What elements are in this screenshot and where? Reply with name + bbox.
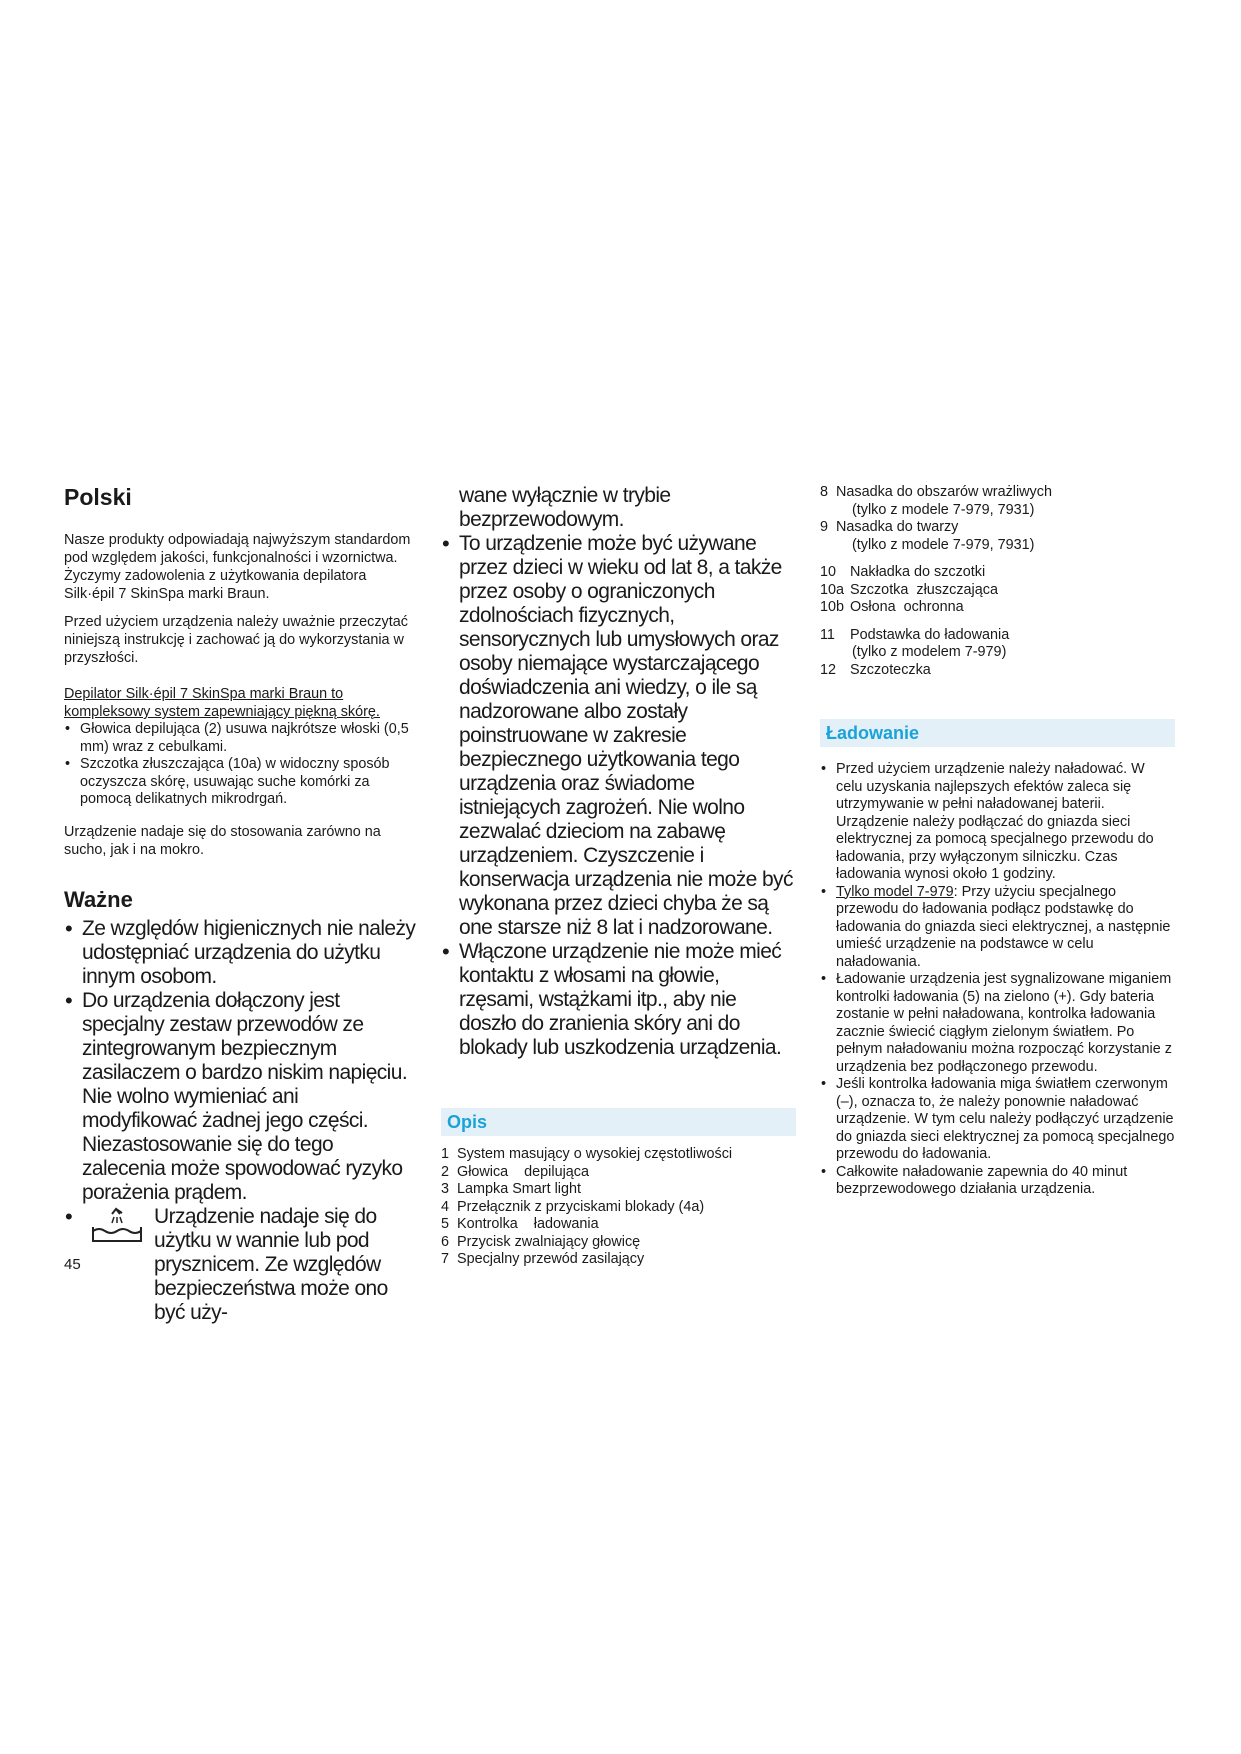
column-1 (64, 484, 416, 1325)
list-item: 9 Nasadka do twarzy (820, 519, 959, 535)
model-text: Przy użyciu specjalnego przewodu do ładowania podłącz podstawkę do ładowania do gniazda sieci elektrycznej, a następnie umieść urządzenie na podstawce w celu naładowania. (836, 883, 1171, 970)
list-item: 1 System masujący o wysokiej częstotliwości (441, 1146, 733, 1162)
list-item: • Jeśli kontrolka ładowania miga światłem czerwonym (–), oznacza to, że należy ponownie naładować urządzenie. W tym celu należy podłączyć urządzenie do gniazda sieci elektrycznej za pomocą specjalnego przewodu do ładowania. (820, 1076, 1175, 1164)
bullet: • (65, 1203, 73, 1229)
list-item: • Ze względów higienicznych nie należy udostępniać urządzenia do użytku innym osobom. (64, 917, 416, 989)
list-item: 7 Specjalny przewód zasilający (441, 1251, 645, 1267)
intro-paragraph-2: Przed użyciem urządzenia należy uważnie przeczytać niniejszą instrukcję i zachować ją do wykorzystania w przyszłości. (64, 614, 408, 666)
charging-list (820, 761, 1175, 1199)
opis-heading-bar (441, 1108, 796, 1136)
system-points-list (64, 721, 416, 809)
charging-heading: Ładowanie (826, 722, 920, 743)
list-item: • Ładowanie urządzenia jest sygnalizowane miganiem kontrolki ładowania (5) na zielono (+). Gdy bateria zostanie w pełni naładowana, kontrolka ładowania zacznie świecić ciągłym zielonym światłem. Po pełnym naładowaniu można rozpocząć korzystanie z urządzenia bez podłączonego przewodu. (820, 971, 1175, 1076)
list-item: 5 Kontrolka ładowania (441, 1216, 599, 1232)
list-item: 3 Lampka Smart light (441, 1181, 581, 1197)
list-item: • Do urządzenia dołączony jest specjalny zestaw przewodów ze zintegrowanym bezpiecznym zasilaczem o bardzo niskim napięciu. Nie wolno wymieniać ani modyfikować żadnej jego części. Niezastosowanie się do tego zalecenia może spowodować ryzyko porażenia prądem. (64, 989, 416, 1205)
intro-paragraph-1: Nasze produkty odpowiadają najwyższym standardom pod względem jakości, funkcjonalności i wzornictwa. Życzymy zadowolenia z użytkowania depilatora Silk·épil 7 SkinSpa marki Braun. (64, 532, 411, 602)
continuation-text: wane wyłącznie w trybie bezprzewodowym. (459, 484, 671, 531)
model-label: Tylko model 7-979 (836, 883, 954, 900)
list-item: • Szczotka złuszczająca (10a) w widoczny sposób oczyszcza skórę, usuwając suche komórki za pomocą delikatnych mikrodrgań. (64, 756, 416, 809)
list-item: 4 Przełącznik z przyciskami blokady (4a) (441, 1198, 705, 1215)
list-item-note: (tylko z modele 7-979, 7931) (852, 536, 1035, 553)
safety-list (441, 532, 796, 1060)
column-3 (820, 484, 1175, 1213)
parts-list-continued (820, 484, 1175, 554)
important-heading: Ważne (64, 886, 133, 912)
list-item: 2 Głowica depilująca (441, 1163, 589, 1180)
system-intro: Depilator Silk·épil 7 SkinSpa marki Braun to kompleksowy system zapewniający piękną skórę. (64, 686, 380, 720)
bath-point-text: Urządzenie nadaje się do użytku w wannie lub pod prysznicem. Ze względów bezpieczeństwa może ono być uży- (154, 1204, 388, 1324)
page-number: 45 (64, 1256, 81, 1273)
list-item: 8 Nasadka do obszarów wrażliwych (820, 484, 1052, 500)
list-item: • Włączone urządzenie nie może mieć kontaktu z włosami na głowie, rzęsami, wstążkami itp., aby nie doszło do zranienia skóry ani do blokady lub uszkodzenia urządzenia. (441, 940, 796, 1060)
list-item: • Tylko model 7-979: Przy użyciu specjalnego przewodu do ładowania podłącz podstawkę do ładowania do gniazda sieci elektrycznej, a następnie umieść urządzenie na podstawce w celu naładowania. (820, 884, 1175, 972)
bath-point (64, 1205, 416, 1325)
opis-heading: Opis (447, 1111, 488, 1132)
parts-list-brush (820, 564, 1175, 617)
wet-dry-paragraph: Urządzenie nadaje się do stosowania zarówno na sucho, jak i na mokro. (64, 823, 381, 858)
list-item: 10a Szczotka złuszczająca (820, 581, 998, 598)
bath-shower-icon (90, 1205, 144, 1245)
list-item: • Głowica depilująca (2) usuwa najkrótsze włoski (0,5 mm) wraz z cebulkami. (64, 721, 416, 756)
column-2 (441, 484, 796, 1269)
list-item-note: (tylko z modelem 7-979) (852, 644, 1007, 660)
important-list (64, 917, 416, 1205)
list-item: 12 Szczoteczka (820, 661, 931, 678)
page-title: Polski (64, 484, 132, 510)
parts-list (441, 1146, 796, 1269)
parts-list-stand (820, 627, 1175, 680)
list-item: 10 Nakładka do szczotki (820, 564, 986, 580)
list-item: • Całkowite naładowanie zapewnia do 40 minut bezprzewodowego działania urządzenia. (820, 1164, 1175, 1199)
list-item: • To urządzenie może być używane przez dzieci w wieku od lat 8, a także przez osoby o ograniczonych zdolnościach fizycznych, sensorycznych lub umysłowych oraz osoby niemające wystarczającego doświadczenia ani wiedzy, o ile są nadzorowane albo zostały poinstruowane w zakresie bezpiecznego użytkowania tego urządzenia oraz świadome istniejących zagrożeń. Nie wolno zezwalać dzieciom na zabawę urządzeniem. Czyszczenie i konserwacja urządzenia nie może być wykonana przez dzieci chyba że są one starsze niż 8 lat i nadzorowane. (441, 532, 796, 940)
list-item: 10b Osłona ochronna (820, 599, 964, 615)
charging-heading-bar (820, 719, 1175, 747)
list-item: 6 Przycisk zwalniający głowicę (441, 1233, 641, 1250)
list-item: 11 Podstawka do ładowania (820, 626, 1010, 643)
list-item: • Przed użyciem urządzenie należy naładować. W celu uzyskania najlepszych efektów zaleca się utrzymywanie w pełni naładowanej baterii. Urządzenie należy podłączać do gniazda sieci elektrycznej za pomocą specjalnego przewodu do ładowania, przy wyłączonym silniczku. Czas ładowania wynosi około 1 godziny. (820, 761, 1175, 884)
list-item-note: (tylko z modele 7-979, 7931) (852, 501, 1035, 518)
